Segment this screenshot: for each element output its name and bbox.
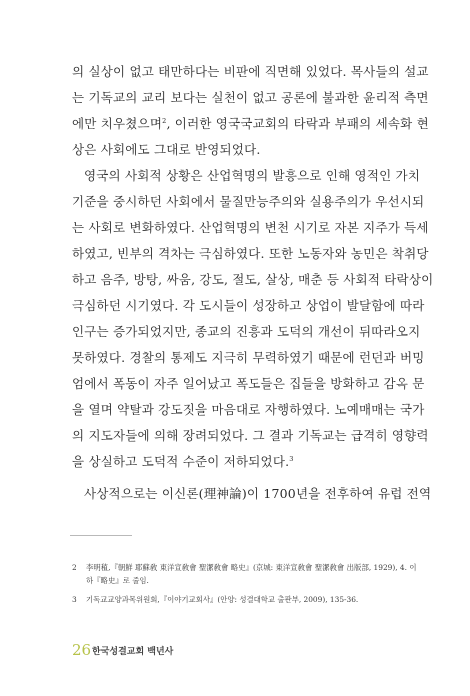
body-line-part: , 이러한 영국국교회의 타락과 부패의 세속화 현 xyxy=(166,116,429,131)
body-line: 사상적으로는 이신론(理神論)이 1700년을 전후하여 유럽 전역 xyxy=(84,486,432,501)
body-line: 는 기독교의 교리 보다는 실천이 없고 공론에 불과한 윤리적 측면 xyxy=(72,90,429,105)
footnote-number: 2 xyxy=(72,563,77,572)
body-line: 의 실상이 없고 태만하다는 비판에 직면해 있었다. 목사들의 설교 xyxy=(72,64,429,79)
body-line: 상은 사회에도 그대로 반영되었다. xyxy=(72,142,261,157)
footnote-marker: 3 xyxy=(289,454,294,463)
body-line: 의 지도자들에 의해 장려되었다. 그 결과 기독교는 급격히 영향력 xyxy=(72,428,429,443)
body-line: 인구는 증가되었지만, 종교의 진흥과 도덕의 개선이 뒤따라오지 xyxy=(72,324,421,339)
footnote-text: 李明稙,『朝鮮 耶蘇敎 東洋宣敎會 聖潔敎會 略史』(京城: 東洋宣敎會 聖潔敎會 出版部, 1929), 4. 이 xyxy=(86,563,417,572)
page-number: 26 xyxy=(72,641,92,659)
body-line: 하고 음주, 방탕, 싸움, 강도, 절도, 살상, 매춘 등 사회적 타락상이 xyxy=(72,272,434,287)
body-line: 는 사회로 변화하였다. 산업혁명의 변천 시기로 자본 지주가 득세 xyxy=(72,220,429,235)
body-line: 기준을 중시하던 사회에서 물질만능주의와 실용주의가 우선시되 xyxy=(72,194,425,209)
body-line: 하였고, 빈부의 격차는 극심하였다. 또한 노동자와 농민은 착취당 xyxy=(72,246,429,261)
body-line: 엄에서 폭동이 자주 일어났고 폭도들은 집들을 방화하고 감옥 문 xyxy=(72,376,425,391)
body-line: 극심하던 시기였다. 각 도시들이 성장하고 상업이 발달함에 따라 xyxy=(72,298,425,313)
running-title: 한국성결교회 백년사 xyxy=(92,647,174,657)
footnote-text: 하『略史』로 줄임. xyxy=(86,576,149,585)
body-line xyxy=(72,116,429,132)
footnote-divider xyxy=(70,535,132,536)
body-line-part: 을 상실하고 도덕적 수준이 저하되었다. xyxy=(72,454,290,469)
body-line xyxy=(72,454,372,470)
footnote-marker: 2 xyxy=(162,116,167,125)
body-line: 영국의 사회적 상황은 산업혁명의 발흥으로 인해 영적인 가치 xyxy=(84,168,421,183)
footnote-number: 3 xyxy=(72,595,77,604)
footnote-text: 기독교교양과목위원회,『이야기교회사』(안양: 성결대학교 출판부, 2009), 135-36. xyxy=(86,595,359,604)
body-line-part: 에만 치우쳤으며 xyxy=(72,116,163,131)
body-line: 못하였다. 경찰의 통제도 지극히 무력하였기 때문에 런던과 버밍 xyxy=(72,350,425,365)
body-line: 을 열며 약탈과 강도짓을 마음대로 자행하였다. 노예매매는 국가 xyxy=(72,402,425,417)
